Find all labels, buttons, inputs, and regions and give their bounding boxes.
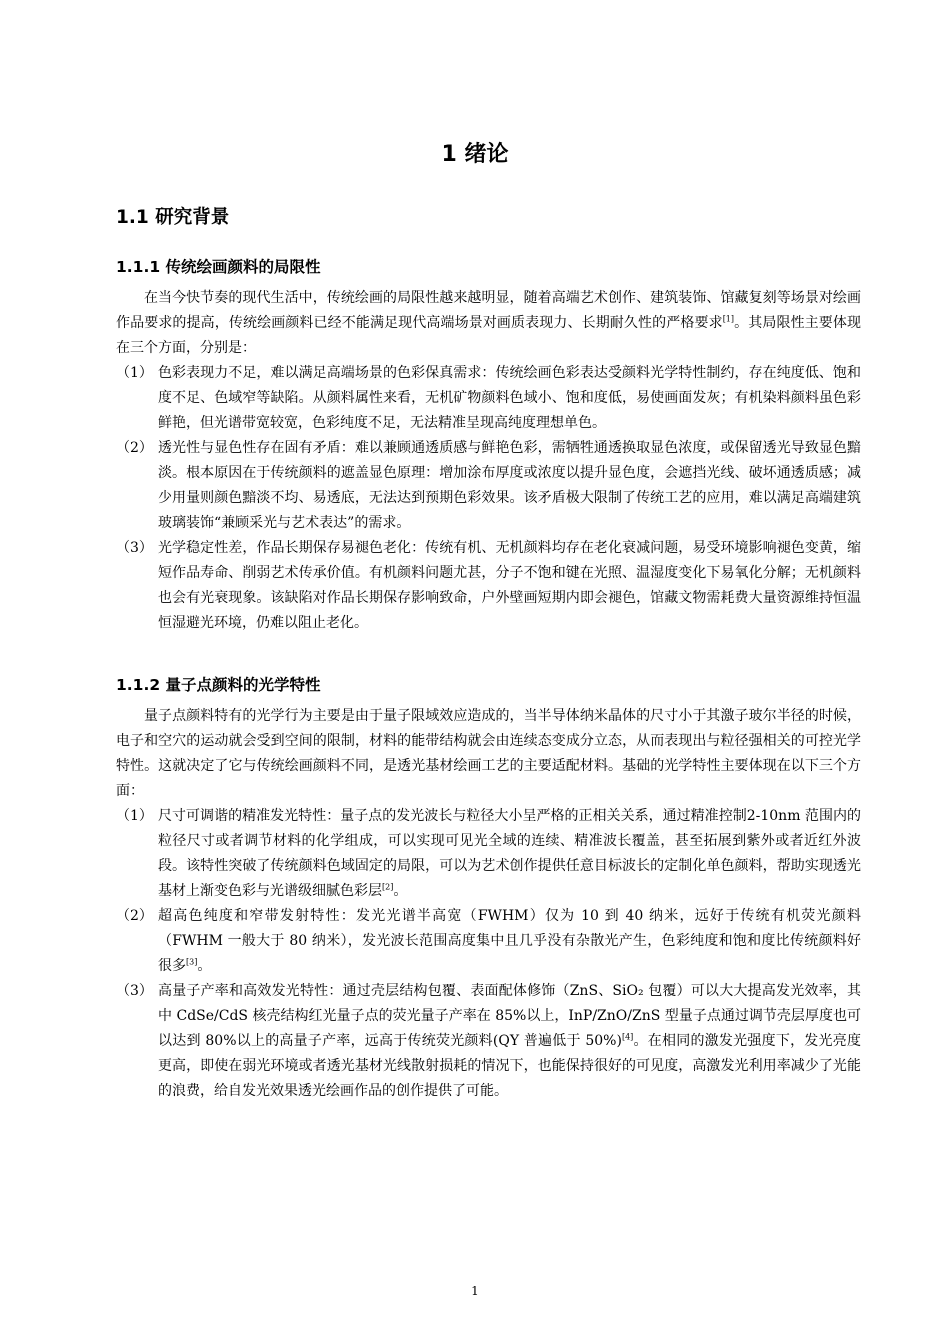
section-heading-1-1: 1.1 研究背景 [116,207,230,228]
citation-ref: [2] [382,882,394,892]
list-item-text: 。 [393,883,408,899]
list-number: （2） [116,908,153,924]
citation-ref: [1] [722,314,735,324]
list-number: （1） [116,365,153,381]
page-number: 1 [471,1284,479,1298]
list-item [116,361,861,436]
list-number: （3） [116,540,153,556]
list-item-text: 色彩表现力不足，难以满足高端场景的色彩保真需求：传统绘画色彩表达受颜料光学特性制约，存在纯度低、饱和度不足、色域窄等缺陷。从颜料属性来看，无机矿物颜料色域小、饱和度低，易使画面发灰；有机染料颜料虽色彩鲜艳，但光谱带宽较宽，色彩纯度不足，无法精准呈现高纯度理想单色。 [158,365,861,431]
citation-ref: [3] [186,957,198,967]
list-item [116,536,861,636]
section-1-1-2-body [116,704,861,1104]
subsection-heading-1-1-2: 1.1.2 量子点颜料的光学特性 [116,676,321,694]
list-item [116,904,861,979]
chapter-title: 1 绪论 [441,142,509,167]
list-number: （3） [116,983,153,999]
list-number: （1） [116,808,153,824]
list-item [116,979,861,1104]
list-item-text: 高量子产率和高效发光特性：通过壳层结构包覆、表面配体修饰（ZnS、SiO₂ 包覆）可以大大提高发光效率，其中 CdSe/CdS 核壳结构红光量子点的荧光量子产率在 85%以上，InP/ZnO/ZnS 型量子点通过调节壳层厚度也可以达到 80%以上的高量子产率，远高于传统荧光颜料(QY 普遍低于 50%) [158,983,861,1049]
paragraph-text: 在当今快节奏的现代生活中，传统绘画的局限性越来越明显，随着高端艺术创作、建筑装饰、馆藏复刻等场景对绘画作品要求的提高，传统绘画颜料已经不能满足现代高端场景对画质表现力、长期耐久性的严格要求 [116,290,861,331]
paragraph-text: 。其局限性主要体现在三个方面，分别是： [116,315,862,356]
section-1-1-1-body [116,286,861,636]
list-item-text: 。 [197,958,212,974]
list-item [116,436,861,536]
paragraph: 量子点颜料特有的光学行为主要是由于量子限域效应造成的，当半导体纳米晶体的尺寸小于其激子玻尔半径的时候，电子和空穴的运动就会受到空间的限制，材料的能带结构就会由连续态变成分立态，从而表现出与粒径强相关的可控光学特性。这就决定了它与传统绘画颜料不同，是透光基材绘画工艺的主要适配材料。基础的光学特性主要体现在以下三个方面： [116,708,861,799]
subsection-heading-1-1-1: 1.1.1 传统绘画颜料的局限性 [116,258,321,276]
list-item-text: 超高色纯度和窄带发射特性：发光光谱半高宽（FWHM）仅为 10 到 40 纳米，远好于传统有机荧光颜料（FWHM 一般大于 80 纳米），发光波长范围高度集中且几乎没有杂散光产生，色彩纯度和饱和度比传统颜料好很多 [158,908,861,974]
list-item-text: 尺寸可调谐的精准发光特性：量子点的发光波长与粒径大小呈严格的正相关关系，通过精准控制2-10nm 范围内的粒径尺寸或者调节材料的化学组成，可以实现可见光全域的连续、精准波长覆盖，甚至拓展到紫外或者近红外波段。该特性突破了传统颜料色域固定的局限，可以为艺术创作提供任意目标波长的定制化单色颜料，帮助实现透光基材上渐变色彩与光谱级细腻色彩层 [158,808,861,899]
citation-ref: [4] [621,1032,634,1042]
list-item-text: 。在相同的激发光强度下，发光亮度更高，即使在弱光环境或者透光基材光线散射损耗的情况下，也能保持很好的可见度，高激发光利用率减少了光能的浪费，给自发光效果透光绘画作品的创作提供了可能。 [158,1033,862,1099]
list-number: （2） [116,440,153,456]
paragraph [116,286,861,361]
list-item-text: 光学稳定性差，作品长期保存易褪色老化：传统有机、无机颜料均存在老化衰减问题，易受环境影响褪色变黄，缩短作品寿命、削弱艺术传承价值。有机颜料问题尤甚，分子不饱和键在光照、温湿度变化下易氧化分解；无机颜料也会有光衰现象。该缺陷对作品长期保存影响致命，户外壁画短期内即会褪色，馆藏文物需耗费大量资源维持恒温恒湿避光环境，仍难以阻止老化。 [158,540,861,631]
list-item [116,804,861,904]
list-item-text: 透光性与显色性存在固有矛盾：难以兼顾通透质感与鲜艳色彩，需牺牲通透换取显色浓度，或保留透光导致显色黯淡。根本原因在于传统颜料的遮盖显色原理：增加涂布厚度或浓度以提升显色度，会遮挡光线、破坏通透质感；减少用量则颜色黯淡不均、易透底，无法达到预期色彩效果。该矛盾极大限制了传统工艺的应用，难以满足高端建筑玻璃装饰“兼顾采光与艺术表达”的需求。 [158,440,861,531]
